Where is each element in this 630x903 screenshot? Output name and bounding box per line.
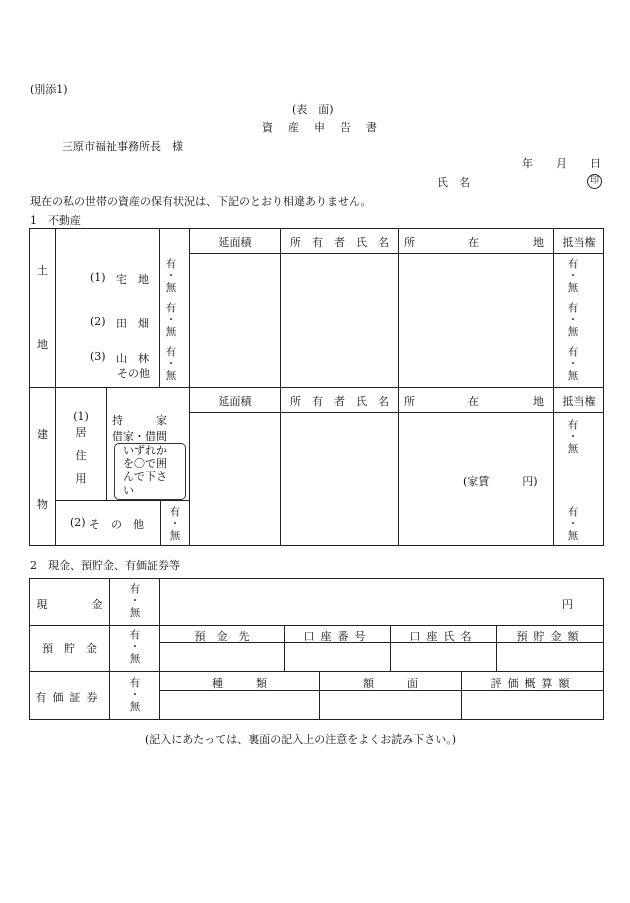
date-year: 年 [522,157,533,170]
col-mortgage: 抵当権 [562,395,596,408]
col-location-3: 地 [533,395,544,408]
other-building-mortgage[interactable]: 有 ・ 無 [567,506,579,542]
residence-num: (1) [73,410,89,423]
col-location-2: 在 [468,395,479,408]
rented-house-option[interactable]: 借家・借間 [112,430,167,443]
seal-mark: 印 [587,174,602,189]
deposits-yn[interactable]: 有 ・ 無 [129,629,141,665]
col-account-name: 口座氏名 [409,630,478,643]
col-owner-name: 所 有 者 氏 名 [290,236,389,249]
col-owner-name: 所 有 者 氏 名 [290,395,389,408]
date-month: 月 [556,157,567,170]
other-building-label: そ の 他 [89,518,144,531]
land-row-name: 山 林 [116,352,149,365]
land-row-mortgage[interactable]: 有 ・ 無 [567,302,579,338]
date-day: 日 [590,157,601,170]
col-location-1: 所 [404,236,415,249]
col-face-value: 額 面 [363,677,418,690]
col-deposit-amount: 預貯金額 [516,630,585,643]
declaration-text: 現在の私の世帯の資産の保有状況は、下記のとおり相違ありません。 [30,195,372,208]
land-row-num: (3) [90,350,106,363]
land-row-num: (1) [90,271,106,284]
col-floor-area: 延面積 [218,395,252,408]
appendix-label: (別添1) [30,83,68,96]
footer-note: (記入にあたっては、裏面の記入上の注意をよくお読み下さい。) [145,733,457,746]
col-mortgage: 抵当権 [562,236,596,249]
building-label-top: 建 [37,428,48,441]
cash-unit: 円 [562,598,573,611]
col-bank: 預 金 先 [194,630,250,643]
residence-mortgage[interactable]: 有 ・ 無 [567,419,579,455]
residence-char: 住 [75,449,87,462]
securities-label: 有価証券 [35,691,104,704]
col-location-3: 地 [533,236,544,249]
note-line: を〇で囲 [123,457,167,470]
residence-char: 居 [75,426,87,439]
note-line: いずれか [123,444,167,457]
securities-yn[interactable]: 有 ・ 無 [129,677,141,713]
land-row-yn[interactable]: 有 ・ 無 [165,258,177,294]
building-label-bottom: 物 [37,498,48,511]
section1-heading: 1 不動産 [30,214,81,227]
land-row-num: (2) [90,315,106,328]
other-building-num: (2) [70,516,86,529]
deposits-label: 預 貯 金 [42,642,97,655]
col-type: 種 類 [212,677,267,690]
land-row-yn[interactable]: 有 ・ 無 [165,302,177,338]
land-row-name: 宅 地 [116,273,149,286]
col-account-number: 口座番号 [303,630,372,643]
land-label-bottom: 地 [37,338,48,351]
rent-field[interactable]: (家賃 円) [463,475,538,488]
section2-heading: 2 現金、預貯金、有価証券等 [30,559,180,572]
owned-house-option[interactable]: 持 家 [112,414,167,427]
page-title: 資 産 申 告 書 [262,121,379,134]
col-estimated-value: 評価概算額 [490,677,576,690]
side-label: (表 面) [292,103,334,116]
land-row-name: 田 畑 [116,317,149,330]
land-row-yn[interactable]: 有 ・ 無 [165,346,177,382]
land-label-top: 土 [37,264,48,277]
col-location-2: 在 [468,236,479,249]
other-building-yn[interactable]: 有 ・ 無 [169,506,181,542]
cash-label: 現 金 [36,598,103,611]
col-location-1: 所 [404,395,415,408]
residence-char: 用 [75,472,87,485]
land-row-mortgage[interactable]: 有 ・ 無 [567,346,579,382]
col-floor-area: 延面積 [218,236,252,249]
note-line: んで下さ [123,470,167,483]
land-row-mortgage[interactable]: 有 ・ 無 [567,258,579,294]
land-row-name2: その他 [117,367,150,380]
note-line: い [123,484,134,497]
financial-assets-table [29,578,604,720]
cash-yn[interactable]: 有 ・ 無 [129,583,141,619]
addressee: 三原市福祉事務所長 様 [62,140,183,153]
name-label: 氏 名 [437,176,470,189]
